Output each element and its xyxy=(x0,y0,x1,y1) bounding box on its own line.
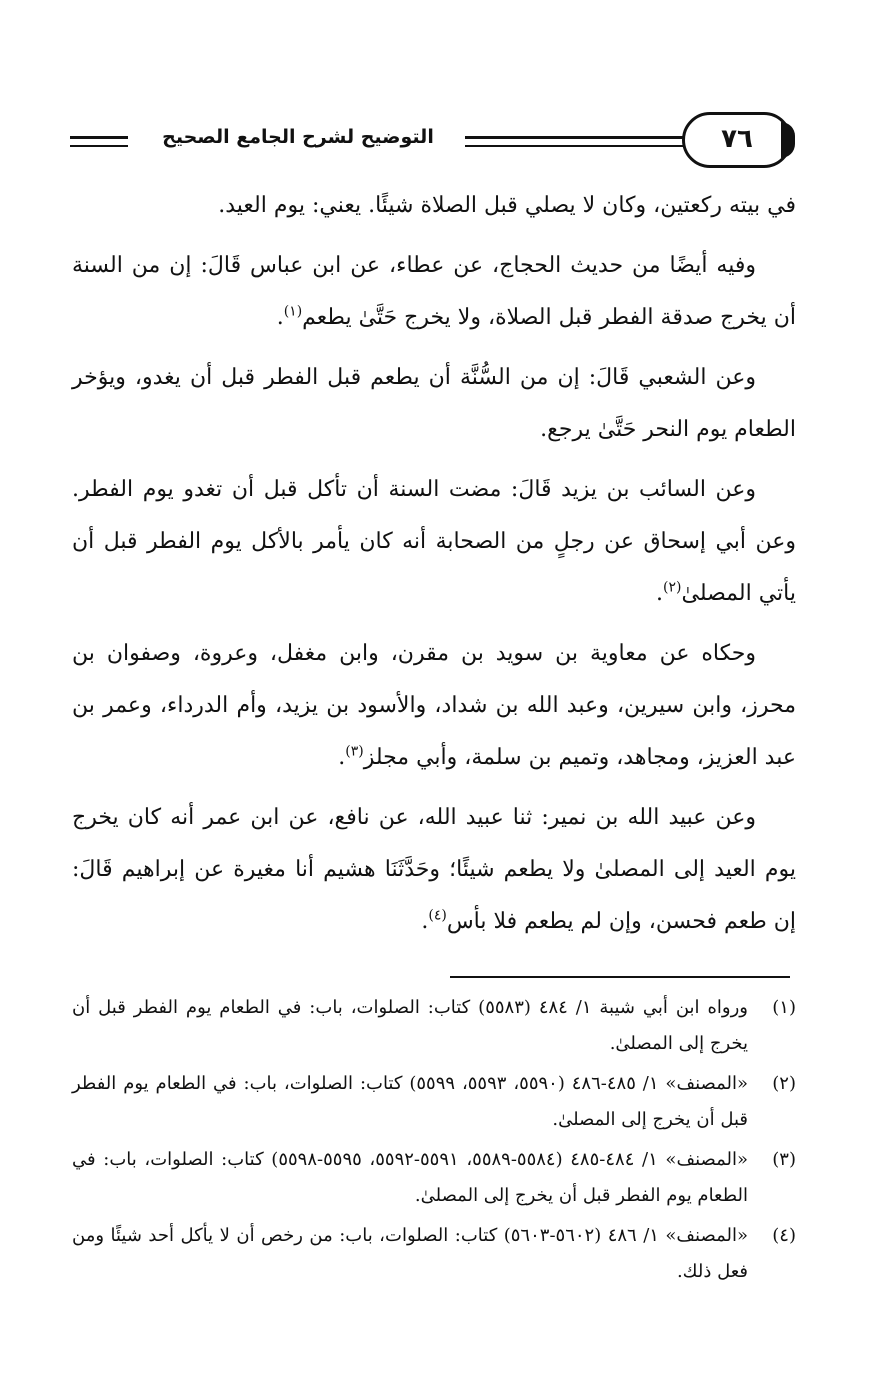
footnote-text: «المصنف» ١/ ٤٨٥-٤٨٦ (٥٥٩٠، ٥٥٩٣، ٥٥٩٩) كتاب: الصلوات، باب: في الطعام يوم الفطر قبل أن يخرج إلى المصلىٰ. xyxy=(72,1073,749,1130)
main-text xyxy=(72,180,796,956)
header-rule-left xyxy=(70,136,128,147)
footnote-ref[interactable]: (٤) xyxy=(428,907,447,924)
paragraph: وعن الشعبي قَالَ: إن من السُّنَّة أن يطعم قبل الفطر قبل أن يغدو، ويؤخر الطعام يوم النحر حَتَّىٰ يرجع. xyxy=(72,365,796,442)
page-number: ٧٦ xyxy=(721,124,753,154)
page-number-badge xyxy=(682,112,792,168)
footnote-number: (٣) xyxy=(772,1149,796,1170)
paragraph: وعن السائب بن يزيد قَالَ: مضت السنة أن تأكل قبل أن تغدو يوم الفطر. وعن أبي إسحاق عن رجلٍ من الصحابة أنه كان يأمر بالأكل يوم الفطر قبل أن يأتي المصلىٰ$^{(٢)}$. xyxy=(72,477,796,606)
footnote-text: «المصنف» ١/ ٤٨٤-٤٨٥ (٥٥٨٤-٥٥٨٩، ٥٥٩١-٥٥٩٢، ٥٥٩٥-٥٥٩٨) كتاب: الصلوات، باب: في الطعام يوم الفطر قبل أن يخرج إلى المصلىٰ. xyxy=(72,1149,749,1206)
paragraph: وعن عبيد الله بن نمير: ثنا عبيد الله، عن نافع، عن ابن عمر أنه كان يخرج يوم العيد إلى المصلىٰ ولا يطعم شيئًا؛ وحَدَّثَنَا هشيم أنا مغيرة عن إبراهيم قَالَ: إن طعم فحسن، وإن لم يطعم فلا بأس$^{(٤)}$. xyxy=(72,805,797,934)
footnote-ref[interactable]: (٣) xyxy=(345,743,364,760)
badge-cap-ornament xyxy=(781,122,795,158)
footnote-text: «المصنف» ١/ ٤٨٦ (٥٦٠٢-٥٦٠٣) كتاب: الصلوات، باب: من رخص أن لا يأكل أحد شيئًا ومن فعل ذلك. xyxy=(72,1225,748,1282)
paragraph: في بيته ركعتين، وكان لا يصلي قبل الصلاة شيئًا. يعني: يوم العيد. xyxy=(218,193,796,218)
footnote xyxy=(72,1218,796,1290)
paragraph: وحكاه عن معاوية بن سويد بن مقرن، وابن مغفل، وعروة، وصفوان بن محرز، وابن سيرين، وعبد الله بن شداد، والأسود بن يزيد، وأم الدرداء، وعمر بن عبد العزيز، ومجاهد، وتميم بن سلمة، وأبي مجلز$^{(٣)}$. xyxy=(72,641,796,770)
running-title: التوضيح لشرح الجامع الصحيح xyxy=(162,126,434,148)
footnote-ref[interactable]: (٢) xyxy=(663,579,682,596)
footnote-number: (٤) xyxy=(772,1225,796,1246)
paragraph: وفيه أيضًا من حديث الحجاج، عن عطاء، عن ابن عباس قَالَ: إن من السنة أن يخرج صدقة الفطر قبل الصلاة، ولا يخرج حَتَّىٰ يطعم$^{(١)}$. xyxy=(72,253,796,330)
footnote xyxy=(72,990,796,1062)
page-header xyxy=(70,108,800,172)
footnote xyxy=(72,1142,796,1214)
footnote-ref[interactable]: (١) xyxy=(283,303,303,320)
footnote-number: (٢) xyxy=(772,1073,796,1094)
footnotes xyxy=(72,990,796,1294)
footnote-separator xyxy=(450,976,790,978)
footnote-text: ورواه ابن أبي شيبة ١/ ٤٨٤ (٥٥٨٣) كتاب: الصلوات، باب: في الطعام يوم الفطر قبل أن يخرج إلى المصلىٰ. xyxy=(72,997,748,1054)
footnote xyxy=(72,1066,796,1138)
footnote-number: (١) xyxy=(772,997,796,1018)
